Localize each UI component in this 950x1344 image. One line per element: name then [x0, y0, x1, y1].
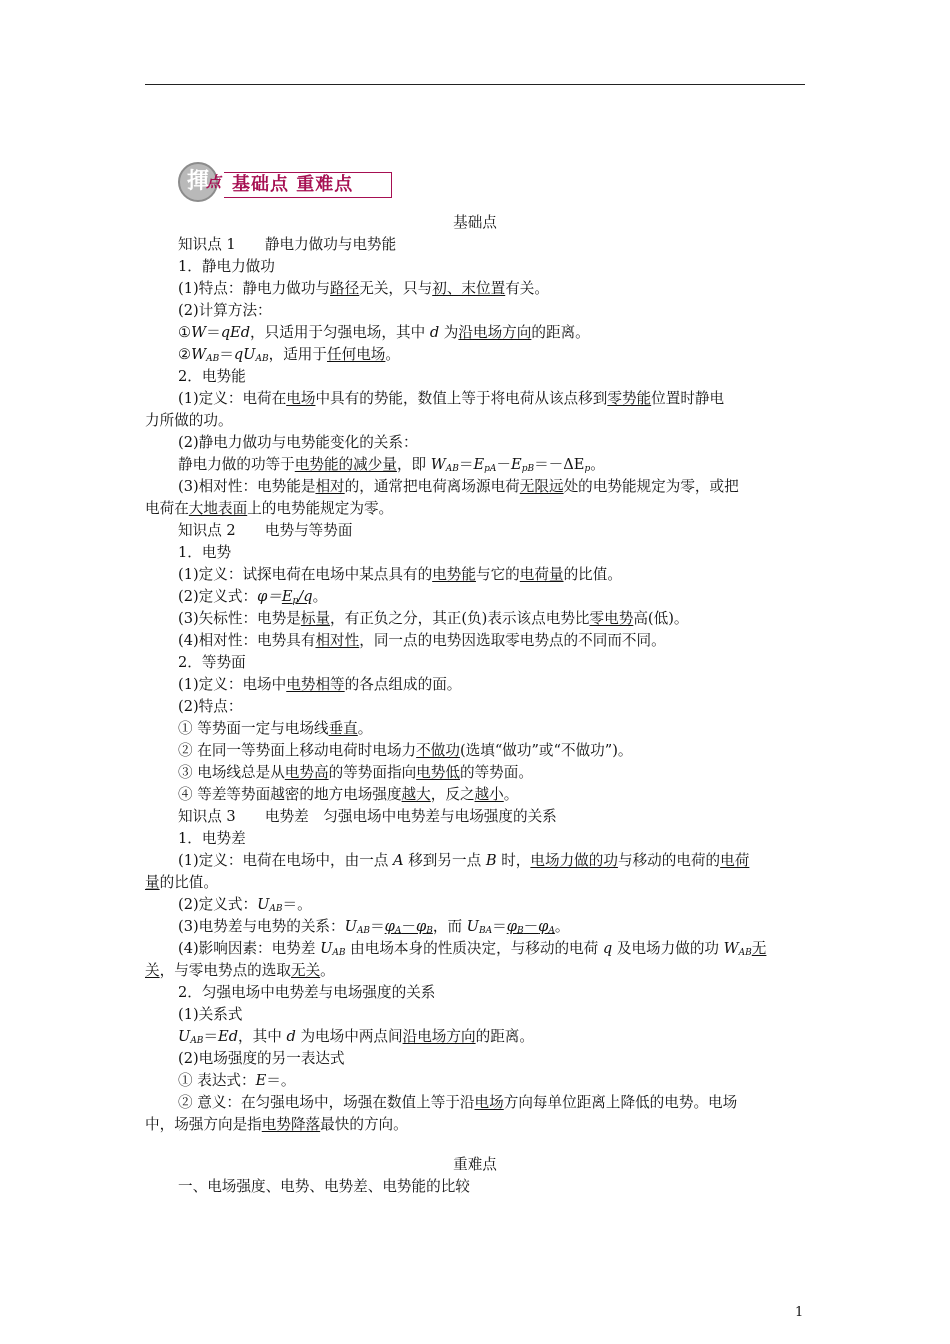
banner-frame [224, 172, 392, 198]
kp1-relativity: (3)相对性：电势能是相对的，通常把电荷离场源电荷无限远处的电势能规定为零，或把 [178, 478, 739, 495]
kp2-relativity: (4)相对性：电势具有相对性，同一点的电势因选取零电势点的不同而不同。 [178, 632, 666, 649]
badge-sub-label: 点 [206, 173, 222, 191]
kp3-potential-relation: (3)电势差与电势的关系：$U_{AB}=\varphi_A-\varphi_B$，而 $U_{BA}=\varphi_B-\varphi_A$。 [178, 918, 570, 936]
banner-title: 基础点 重难点 [232, 174, 354, 195]
kp3-relation-formula: $U_{AB}=Ed$，其中 d 为电场中两点间沿电场方向的距离。 [178, 1028, 534, 1046]
kp3-other-expression: (2)电场强度的另一表达式 [178, 1050, 345, 1067]
kp2-equipotential-def: (1)定义：电场中电势相等的各点组成的面。 [178, 676, 462, 693]
header-rule [145, 84, 805, 85]
kp1-definition: (1)定义：电荷在电场中具有的势能，数值上等于将电荷从该点移到零势能位置时静电 [178, 390, 725, 407]
document-body [145, 212, 805, 1198]
page-number: 1 [795, 1305, 804, 1320]
kp2-heading-1: 1．电势 [178, 544, 232, 561]
kp1-relation-formula: 静电力做的功等于电势能的减少量，即 $W_{AB}=E_{pA}-E_{pB}=-\Delta E_p$。 [178, 456, 605, 474]
section-banner [178, 158, 394, 202]
kp3-definition-cont: 量的比值。 [145, 874, 218, 891]
kp2-heading-2: 2．等势面 [178, 654, 246, 671]
kp3-title: 知识点 3 电势差 匀强电场中电势差与电场强度的关系 [178, 808, 557, 825]
kp2-feature-1: ① 等势面一定与电场线垂直。 [178, 720, 373, 737]
kp2-feature-4: ④ 等差等势面越密的地方电场强度越大，反之越小。 [178, 786, 519, 803]
kp3-formula: (2)定义式：$U_{AB}=$。 [178, 896, 312, 914]
section-title-basic: 基础点 [453, 214, 497, 231]
kp3-meaning: ② 意义：在匀强电场中，场强在数值上等于沿电场方向每单位距离上降低的电势。电场 [178, 1094, 738, 1111]
kp1-method: (2)计算方法： [178, 302, 272, 319]
kp1-formula-1: ①W＝qEd，只适用于匀强电场，其中 d 为沿电场方向的距离。 [178, 324, 590, 341]
kp3-expression: ① 表达式：E＝。 [178, 1072, 296, 1089]
kp3-heading-2: 2．匀强电场中电势差与电场强度的关系 [178, 984, 436, 1001]
kp1-formula-2: $②W_{AB}=qU_{AB}$，适用于任何电场。 [178, 346, 400, 364]
kp3-relation: (1)关系式 [178, 1006, 243, 1023]
kp3-factors-cont: 关，与零电势点的选取无关。 [145, 962, 335, 979]
hard-heading-1: 一、电场强度、电势、电势差、电势能的比较 [178, 1178, 470, 1195]
kp1-feature: (1)特点：静电力做功与路径无关，只与初、末位置有关。 [178, 280, 549, 297]
kp3-factors: (4)影响因素：电势差 $U_{AB}$ 由电场本身的性质决定，与移动的电荷 q 及电场力做的功 $W_{AB}$无 [178, 940, 767, 958]
kp3-heading-1: 1．电势差 [178, 830, 246, 847]
kp1-heading-2: 2．电势能 [178, 368, 246, 385]
kp2-definition: (1)定义：试探电荷在电场中某点具有的电势能与它的电荷量的比值。 [178, 566, 622, 583]
kp2-formula: (2)定义式：$\varphi=E_p/q$。 [178, 588, 328, 606]
kp3-definition: (1)定义：电荷在电场中，由一点 A 移到另一点 B 时，电场力做的功与移动的电荷的电荷 [178, 852, 750, 869]
kp1-definition-cont: 力所做的功。 [145, 412, 233, 429]
kp2-feature-3: ③ 电场线总是从电势高的等势面指向电势低的等势面。 [178, 764, 533, 781]
kp1-heading-1: 1．静电力做功 [178, 258, 275, 275]
kp3-meaning-cont: 中，场强方向是指电势降落最快的方向。 [145, 1116, 408, 1133]
kp1-relation: (2)静电力做功与电势能变化的关系： [178, 434, 418, 451]
kp2-scalar: (3)矢标性：电势是标量，有正负之分，其正(负)表示该点电势比零电势高(低)。 [178, 610, 689, 627]
kp1-relativity-cont: 电荷在大地表面上的电势能规定为零。 [145, 500, 394, 517]
section-title-hard: 重难点 [453, 1156, 497, 1173]
kp1-title: 知识点 1 静电力做功与电势能 [178, 236, 397, 253]
kp2-title: 知识点 2 电势与等势面 [178, 522, 353, 539]
kp2-feature-2: ② 在同一等势面上移动电荷时电场力不做功(选填“做功”或“不做功”)。 [178, 742, 633, 759]
kp2-features: (2)特点： [178, 698, 243, 715]
badge-icon: 揮 [178, 162, 218, 202]
